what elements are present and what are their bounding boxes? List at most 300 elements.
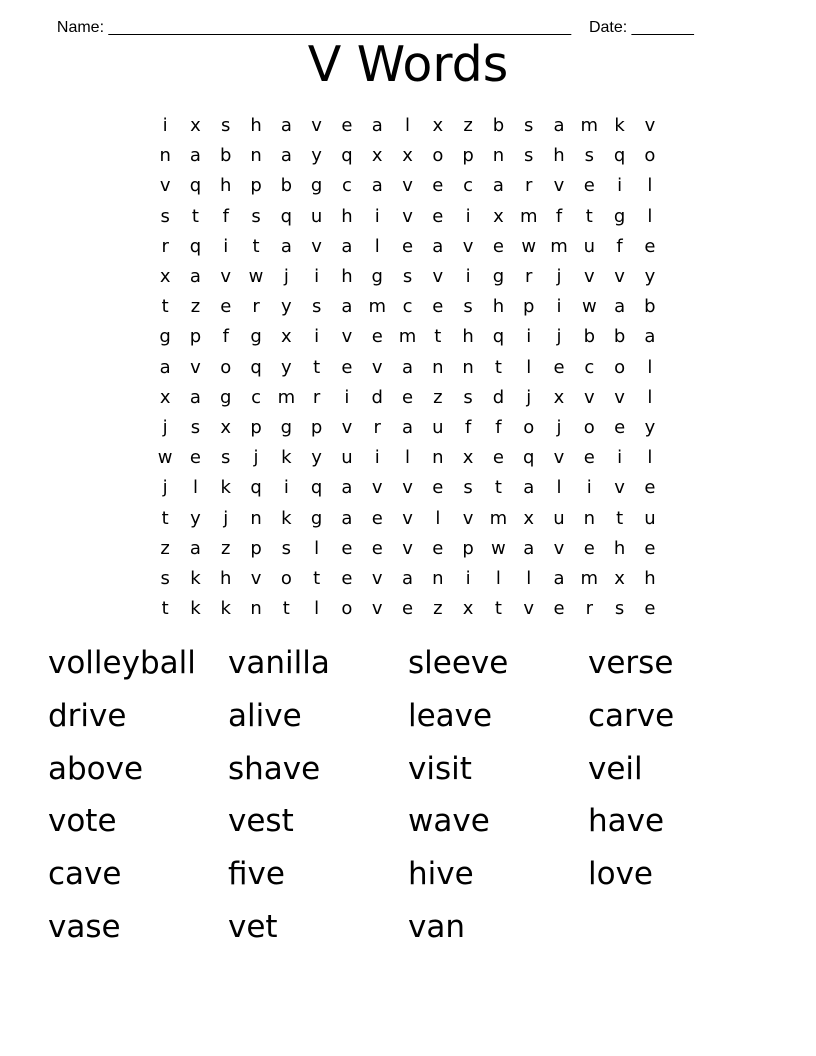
grid-letter[interactable]: p: [250, 175, 262, 197]
grid-letter[interactable]: s: [584, 145, 594, 167]
grid-letter[interactable]: g: [492, 266, 505, 288]
grid-letter[interactable]: t: [616, 507, 624, 529]
grid-letter[interactable]: a: [341, 507, 353, 529]
grid-letter[interactable]: x: [159, 386, 171, 408]
grid-letter[interactable]: v: [553, 447, 565, 469]
word-list-item: sleeve: [408, 645, 509, 681]
grid-letter[interactable]: s: [524, 145, 534, 167]
grid-letter[interactable]: n: [250, 145, 262, 167]
grid-letter[interactable]: e: [401, 235, 414, 257]
grid-letter[interactable]: l: [435, 507, 441, 529]
grid-letter[interactable]: v: [190, 356, 201, 378]
grid-letter[interactable]: s: [311, 296, 322, 318]
grid-letter[interactable]: p: [522, 296, 535, 318]
grid-letter[interactable]: e: [371, 537, 383, 559]
grid-letter[interactable]: k: [190, 598, 201, 620]
grid-letter[interactable]: n: [492, 145, 505, 167]
grid-letter[interactable]: t: [313, 567, 321, 589]
grid-letter[interactable]: v: [523, 598, 535, 620]
grid-letter[interactable]: r: [585, 598, 593, 620]
grid-letter[interactable]: p: [189, 326, 202, 348]
grid-letter[interactable]: h: [220, 567, 232, 589]
grid-letter[interactable]: i: [617, 175, 623, 197]
grid-letter[interactable]: g: [310, 175, 323, 197]
grid-letter[interactable]: x: [159, 266, 171, 288]
grid-letter[interactable]: g: [613, 205, 626, 227]
grid-letter[interactable]: t: [191, 205, 199, 227]
grid-letter[interactable]: v: [402, 537, 413, 559]
grid-letter[interactable]: a: [614, 296, 626, 318]
grid-letter[interactable]: l: [405, 115, 411, 137]
grid-letter[interactable]: y: [311, 447, 322, 469]
grid-letter[interactable]: t: [585, 205, 593, 227]
grid-letter[interactable]: i: [162, 115, 168, 137]
grid-letter[interactable]: w: [491, 537, 506, 559]
grid-letter[interactable]: z: [160, 537, 170, 559]
grid-letter[interactable]: l: [647, 205, 653, 227]
grid-letter[interactable]: o: [432, 145, 444, 167]
grid-letter[interactable]: e: [371, 326, 383, 348]
grid-letter[interactable]: m: [550, 235, 568, 257]
grid-letter[interactable]: c: [463, 175, 474, 197]
grid-letter[interactable]: e: [644, 598, 656, 620]
grid-row: [150, 413, 666, 443]
grid-row: [150, 322, 666, 352]
grid-letter[interactable]: a: [402, 356, 414, 378]
grid-letter[interactable]: e: [341, 567, 353, 589]
grid-letter[interactable]: i: [374, 205, 380, 227]
grid-letter[interactable]: k: [220, 598, 231, 620]
grid-letter[interactable]: e: [432, 477, 444, 499]
grid-letter[interactable]: y: [281, 296, 292, 318]
grid-letter[interactable]: x: [190, 115, 201, 137]
grid-letter[interactable]: a: [280, 235, 292, 257]
grid-letter[interactable]: m: [580, 567, 599, 589]
grid-letter[interactable]: u: [341, 447, 353, 469]
grid-letter[interactable]: z: [221, 537, 231, 559]
grid-letter[interactable]: i: [314, 266, 320, 288]
grid-letter[interactable]: q: [613, 145, 626, 167]
grid-letter[interactable]: x: [523, 507, 535, 529]
grid-letter[interactable]: h: [644, 567, 656, 589]
grid-letter[interactable]: x: [432, 115, 444, 137]
grid-letter[interactable]: h: [341, 205, 353, 227]
grid-letter[interactable]: a: [523, 477, 535, 499]
grid-letter[interactable]: v: [553, 537, 565, 559]
grid-row: [150, 564, 666, 594]
grid-letter[interactable]: w: [248, 266, 264, 288]
grid-letter[interactable]: x: [553, 386, 565, 408]
grid-letter[interactable]: e: [553, 356, 565, 378]
grid-letter[interactable]: i: [223, 235, 229, 257]
grid-letter[interactable]: j: [556, 266, 562, 288]
grid-letter[interactable]: l: [314, 598, 320, 620]
grid-letter[interactable]: v: [462, 235, 474, 257]
grid-letter[interactable]: k: [190, 567, 201, 589]
grid-letter[interactable]: s: [190, 416, 201, 438]
grid-letter[interactable]: n: [250, 598, 262, 620]
grid-letter[interactable]: a: [189, 145, 201, 167]
grid-letter[interactable]: v: [462, 507, 474, 529]
grid-letter[interactable]: o: [280, 567, 292, 589]
grid-letter[interactable]: h: [553, 145, 565, 167]
grid-letter[interactable]: l: [374, 235, 380, 257]
grid-letter[interactable]: e: [644, 235, 656, 257]
grid-letter[interactable]: h: [341, 266, 353, 288]
grid-letter[interactable]: f: [464, 416, 472, 438]
grid-letter[interactable]: b: [583, 326, 596, 348]
grid-letter[interactable]: i: [374, 447, 380, 469]
grid-letter[interactable]: a: [492, 175, 504, 197]
grid-letter[interactable]: b: [492, 115, 505, 137]
grid-letter[interactable]: w: [157, 447, 173, 469]
grid-letter[interactable]: h: [492, 296, 505, 318]
grid-letter[interactable]: e: [341, 356, 353, 378]
grid-letter[interactable]: v: [583, 266, 595, 288]
grid-letter[interactable]: o: [523, 416, 535, 438]
grid-letter[interactable]: v: [402, 477, 413, 499]
grid-letter[interactable]: j: [556, 326, 562, 348]
grid-letter[interactable]: e: [583, 537, 595, 559]
grid-letter[interactable]: e: [189, 447, 201, 469]
grid-letter[interactable]: i: [526, 326, 532, 348]
grid-letter[interactable]: t: [494, 598, 502, 620]
grid-letter[interactable]: a: [189, 537, 201, 559]
grid-letter[interactable]: j: [162, 477, 168, 499]
grid-letter[interactable]: h: [613, 537, 626, 559]
grid-letter[interactable]: u: [432, 416, 444, 438]
grid-letter[interactable]: l: [647, 356, 653, 378]
grid-letter[interactable]: a: [189, 386, 201, 408]
grid-letter[interactable]: f: [555, 205, 563, 227]
grid-letter[interactable]: e: [432, 205, 444, 227]
grid-letter[interactable]: l: [647, 447, 653, 469]
grid-letter[interactable]: v: [159, 175, 171, 197]
grid-letter[interactable]: e: [492, 235, 504, 257]
grid-letter[interactable]: q: [250, 356, 262, 378]
grid-letter[interactable]: e: [432, 175, 444, 197]
grid-letter[interactable]: z: [463, 115, 473, 137]
grid-letter[interactable]: a: [371, 115, 383, 137]
grid-letter[interactable]: r: [373, 416, 381, 438]
grid-letter[interactable]: s: [524, 115, 534, 137]
grid-letter[interactable]: n: [432, 447, 444, 469]
grid-letter[interactable]: b: [644, 296, 656, 318]
grid-letter[interactable]: a: [553, 115, 565, 137]
grid-letter[interactable]: k: [220, 477, 231, 499]
grid-letter[interactable]: x: [281, 326, 292, 348]
grid-letter[interactable]: i: [465, 266, 471, 288]
grid-letter[interactable]: s: [614, 598, 625, 620]
grid-letter[interactable]: j: [556, 416, 562, 438]
grid-letter[interactable]: h: [220, 175, 232, 197]
grid-letter[interactable]: c: [341, 175, 352, 197]
grid-letter[interactable]: a: [280, 145, 292, 167]
grid-letter[interactable]: t: [313, 356, 321, 378]
grid-letter[interactable]: m: [368, 296, 386, 318]
grid-letter[interactable]: q: [250, 477, 262, 499]
name-field[interactable]: Name: ____________________________________________________: [56, 19, 572, 36]
grid-row: [150, 262, 666, 292]
grid-letter[interactable]: s: [160, 205, 170, 227]
grid-letter[interactable]: r: [252, 296, 260, 318]
grid-letter[interactable]: m: [580, 115, 599, 137]
grid-letter[interactable]: r: [525, 175, 533, 197]
grid-letter[interactable]: e: [553, 598, 565, 620]
grid-letter[interactable]: t: [252, 235, 260, 257]
grid-letter[interactable]: a: [341, 296, 353, 318]
grid-letter[interactable]: a: [432, 235, 444, 257]
grid-letter[interactable]: v: [311, 235, 322, 257]
grid-letter[interactable]: u: [583, 235, 596, 257]
grid-letter[interactable]: w: [521, 235, 537, 257]
grid-letter[interactable]: b: [280, 175, 293, 197]
grid-letter[interactable]: z: [433, 386, 443, 408]
grid-letter[interactable]: u: [553, 507, 565, 529]
grid-letter[interactable]: v: [432, 266, 444, 288]
grid-letter[interactable]: e: [220, 296, 232, 318]
grid-letter[interactable]: v: [371, 567, 383, 589]
grid-letter[interactable]: s: [463, 296, 473, 318]
grid-letter[interactable]: t: [494, 356, 502, 378]
grid-letter[interactable]: s: [251, 205, 261, 227]
grid-letter[interactable]: l: [647, 386, 653, 408]
grid-letter[interactable]: s: [463, 477, 473, 499]
grid-letter[interactable]: m: [489, 507, 508, 529]
grid-letter[interactable]: p: [310, 416, 323, 438]
grid-letter[interactable]: c: [251, 386, 261, 408]
grid-letter[interactable]: l: [314, 537, 320, 559]
grid-letter[interactable]: v: [614, 266, 625, 288]
grid-letter[interactable]: a: [402, 567, 414, 589]
grid-letter[interactable]: a: [159, 356, 171, 378]
grid-letter[interactable]: e: [644, 537, 656, 559]
grid-letter[interactable]: i: [314, 326, 320, 348]
grid-letter[interactable]: c: [402, 296, 413, 318]
grid-letter[interactable]: a: [280, 115, 292, 137]
grid-letter[interactable]: o: [644, 145, 656, 167]
grid-letter[interactable]: i: [465, 567, 471, 589]
grid-letter[interactable]: q: [341, 145, 353, 167]
grid-letter[interactable]: v: [402, 205, 413, 227]
grid-letter[interactable]: e: [583, 175, 595, 197]
grid-letter[interactable]: n: [159, 145, 171, 167]
grid-letter[interactable]: w: [581, 296, 597, 318]
grid-letter[interactable]: f: [222, 205, 229, 227]
grid-letter[interactable]: q: [310, 477, 323, 499]
grid-letter[interactable]: e: [644, 477, 656, 499]
grid-letter[interactable]: r: [525, 266, 533, 288]
grid-letter[interactable]: u: [644, 507, 656, 529]
grid-letter[interactable]: a: [644, 326, 656, 348]
grid-letter[interactable]: v: [250, 567, 262, 589]
grid-letter[interactable]: z: [190, 296, 201, 318]
grid-letter[interactable]: t: [494, 477, 502, 499]
grid-letter[interactable]: x: [614, 567, 625, 589]
grid-letter[interactable]: j: [526, 386, 532, 408]
grid-letter[interactable]: z: [433, 598, 443, 620]
grid-letter[interactable]: r: [312, 386, 321, 408]
grid-letter[interactable]: s: [402, 266, 413, 288]
grid-letter[interactable]: v: [402, 507, 413, 529]
word-list-item: vanilla: [228, 645, 330, 681]
grid-letter[interactable]: s: [281, 537, 292, 559]
grid-letter[interactable]: l: [526, 356, 532, 378]
date-field[interactable]: Date: _______: [588, 19, 694, 36]
grid-letter[interactable]: a: [341, 235, 353, 257]
grid-letter[interactable]: g: [280, 416, 293, 438]
grid-letter[interactable]: m: [398, 326, 417, 348]
grid-letter[interactable]: l: [526, 567, 532, 589]
grid-letter[interactable]: i: [586, 477, 592, 499]
grid-letter[interactable]: y: [644, 416, 656, 438]
grid-letter[interactable]: b: [613, 326, 626, 348]
grid-letter[interactable]: e: [341, 537, 353, 559]
grid-letter[interactable]: v: [371, 598, 383, 620]
grid-letter[interactable]: a: [371, 175, 383, 197]
grid-letter[interactable]: y: [281, 356, 292, 378]
grid-letter[interactable]: j: [223, 507, 229, 529]
grid-letter[interactable]: k: [281, 447, 292, 469]
grid-letter[interactable]: i: [344, 386, 350, 408]
grid-letter[interactable]: p: [250, 537, 262, 559]
grid-letter[interactable]: x: [371, 145, 383, 167]
grid-letter[interactable]: j: [283, 266, 289, 288]
grid-letter[interactable]: x: [462, 447, 474, 469]
grid-letter[interactable]: e: [492, 447, 504, 469]
grid-letter[interactable]: h: [250, 115, 262, 137]
grid-letter[interactable]: v: [371, 356, 383, 378]
grid-letter[interactable]: s: [221, 447, 231, 469]
grid-letter[interactable]: p: [462, 145, 474, 167]
grid-letter[interactable]: j: [253, 447, 259, 469]
grid-letter[interactable]: o: [341, 598, 353, 620]
grid-row: [150, 141, 666, 171]
grid-letter[interactable]: e: [371, 507, 383, 529]
grid-letter[interactable]: c: [584, 356, 595, 378]
grid-letter[interactable]: e: [401, 598, 414, 620]
grid-letter[interactable]: a: [523, 537, 535, 559]
grid-letter[interactable]: t: [434, 326, 442, 348]
grid-letter[interactable]: a: [341, 477, 353, 499]
grid-letter[interactable]: p: [462, 537, 474, 559]
grid-letter[interactable]: l: [647, 175, 653, 197]
grid-letter[interactable]: m: [519, 205, 538, 227]
grid-letter[interactable]: e: [401, 386, 414, 408]
grid-letter[interactable]: d: [492, 386, 505, 408]
grid-letter[interactable]: t: [282, 598, 290, 620]
grid-letter[interactable]: v: [583, 386, 595, 408]
grid-letter[interactable]: x: [220, 416, 232, 438]
grid-letter[interactable]: v: [644, 115, 656, 137]
grid-letter[interactable]: e: [341, 115, 353, 137]
word-list-item: volleyball: [48, 645, 196, 681]
grid-letter[interactable]: m: [277, 386, 296, 408]
word-list-item: carve: [588, 697, 675, 734]
grid-letter[interactable]: h: [462, 326, 474, 348]
grid-letter[interactable]: n: [462, 356, 474, 378]
grid-letter[interactable]: n: [250, 507, 262, 529]
grid-letter[interactable]: v: [341, 326, 353, 348]
grid-letter[interactable]: r: [161, 235, 169, 257]
grid-letter[interactable]: f: [616, 235, 623, 257]
grid-letter[interactable]: o: [583, 416, 595, 438]
grid-letter[interactable]: s: [221, 115, 231, 137]
grid-letter[interactable]: y: [311, 145, 322, 167]
grid-letter[interactable]: q: [280, 205, 293, 227]
grid-letter[interactable]: x: [493, 205, 504, 227]
grid-letter[interactable]: d: [371, 386, 383, 408]
grid-letter[interactable]: y: [644, 266, 656, 288]
grid-letter[interactable]: g: [310, 507, 323, 529]
grid-letter[interactable]: a: [402, 416, 414, 438]
grid-letter[interactable]: v: [220, 266, 232, 288]
grid-letter[interactable]: e: [583, 447, 595, 469]
grid-letter[interactable]: a: [553, 567, 565, 589]
grid-letter[interactable]: b: [220, 145, 232, 167]
grid-letter[interactable]: q: [189, 235, 202, 257]
grid-letter[interactable]: t: [161, 598, 169, 620]
grid-letter[interactable]: g: [220, 386, 232, 408]
grid-letter[interactable]: l: [556, 477, 562, 499]
grid-letter[interactable]: o: [614, 356, 626, 378]
grid-letter[interactable]: l: [405, 447, 411, 469]
grid-letter[interactable]: v: [371, 477, 383, 499]
grid-letter[interactable]: i: [283, 477, 289, 499]
grid-letter[interactable]: u: [310, 205, 323, 227]
grid-letter[interactable]: v: [553, 175, 565, 197]
grid-letter[interactable]: e: [432, 296, 444, 318]
grid-letter[interactable]: o: [220, 356, 232, 378]
grid-letter[interactable]: k: [281, 507, 292, 529]
grid-letter[interactable]: x: [462, 598, 474, 620]
grid-letter[interactable]: t: [161, 296, 169, 318]
grid-letter[interactable]: s: [160, 567, 170, 589]
grid-letter[interactable]: v: [614, 477, 625, 499]
grid-letter[interactable]: e: [432, 537, 444, 559]
grid-letter[interactable]: v: [614, 386, 625, 408]
grid-letter[interactable]: g: [159, 326, 171, 348]
grid-letter[interactable]: j: [162, 416, 168, 438]
grid-letter[interactable]: g: [371, 266, 383, 288]
grid-letter[interactable]: p: [250, 416, 262, 438]
grid-letter[interactable]: l: [495, 567, 501, 589]
grid-letter[interactable]: f: [495, 416, 502, 438]
grid-letter[interactable]: n: [583, 507, 596, 529]
grid-letter[interactable]: q: [522, 447, 535, 469]
grid-letter[interactable]: n: [432, 567, 444, 589]
grid-letter[interactable]: i: [465, 205, 471, 227]
grid-letter[interactable]: i: [556, 296, 562, 318]
grid-letter[interactable]: q: [189, 175, 202, 197]
grid-letter[interactable]: v: [341, 416, 353, 438]
grid-letter[interactable]: n: [432, 356, 444, 378]
grid-letter[interactable]: s: [463, 386, 473, 408]
grid-letter[interactable]: i: [617, 447, 623, 469]
grid-letter[interactable]: e: [614, 416, 626, 438]
grid-letter[interactable]: f: [222, 326, 229, 348]
grid-letter[interactable]: a: [189, 266, 201, 288]
grid-letter[interactable]: v: [311, 115, 322, 137]
grid-letter[interactable]: k: [614, 115, 625, 137]
grid-letter[interactable]: q: [492, 326, 505, 348]
grid-letter[interactable]: g: [250, 326, 262, 348]
grid-letter[interactable]: v: [402, 175, 413, 197]
grid-letter[interactable]: x: [402, 145, 413, 167]
grid-letter[interactable]: t: [161, 507, 169, 529]
grid-letter[interactable]: l: [192, 477, 198, 499]
grid-letter[interactable]: y: [190, 507, 201, 529]
